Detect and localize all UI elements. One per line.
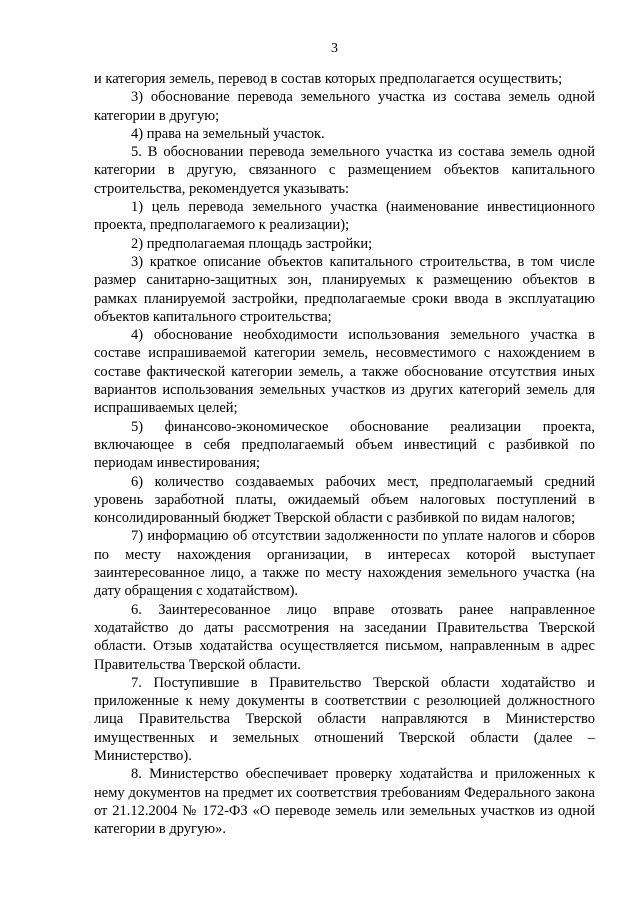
paragraph-clause-7: 7. Поступившие в Правительство Тверской области ходатайство и приложенные к нему документы в соответствии с резолюцией должностного лица Правительства Тверской области направляются в Министерство имущественных и земельных отношений Тверской области (далее – Министерство).	[94, 674, 595, 764]
paragraph-item-3-justification: 3) обоснование перевода земельного участка из состава земель одной категории в другую;	[94, 89, 595, 124]
paragraph-clause-5-item-4: 4) обоснование необходимости использования земельного участка в составе испрашиваемой категории земель, несовместимого с нахождением в составе фактической категории земель, а также обоснование отсутствия иных вариантов использования земельных участков из других категорий земель для испрашиваемых целей;	[94, 327, 595, 417]
paragraph-clause-5: 5. В обосновании перевода земельного участка из состава земель одной категории в другую, связанного с размещением объектов капитального строительства, рекомендуется указывать:	[94, 144, 595, 197]
paragraph-clause-5-item-1: 1) цель перевода земельного участка (наименование инвестиционного проекта, предполагаемого к реализации);	[94, 199, 595, 234]
paragraph-continuation: и категория земель, перевод в состав которых предполагается осуществить;	[94, 71, 563, 87]
paragraph-clause-6: 6. Заинтересованное лицо вправе отозвать ранее направленное ходатайство до даты рассмотрения на заседании Правительства Тверской области. Отзыв ходатайства осуществляется письмом, направленным в адрес Правительства Тверской области.	[94, 601, 595, 673]
paragraph-clause-5-item-3: 3) краткое описание объектов капитального строительства, в том числе размер санитарно-защитных зон, планируемых к размещению объектов в рамках планируемой застройки, предполагаемые сроки ввода в эксплуатацию объектов капитального строительства;	[94, 253, 595, 325]
paragraph-clause-5-item-6: 6) количество создаваемых рабочих мест, предполагаемый средний уровень заработной платы, ожидаемый объем налоговых поступлений в консолидированный бюджет Тверской области с разбивкой по видам налогов;	[94, 473, 595, 527]
page-number: 3	[331, 41, 338, 56]
paragraph-item-4-rights: 4) права на земельный участок.	[131, 125, 325, 142]
paragraph-clause-8: 8. Министерство обеспечивает проверку ходатайства и приложенных к нему документов на предмет их соответствия требованиям Федерального закона от 21.12.2004 № 172-ФЗ «О переводе земель или земельных участков из одной категории в другую».	[94, 766, 595, 838]
paragraph-clause-5-item-2: 2) предполагаемая площадь застройки;	[131, 235, 373, 252]
paragraph-clause-5-item-5: 5) финансово-экономическое обоснование реализации проекта, включающее в себя предполагаемый объем инвестиций с разбивкой по периодам инвестирования;	[94, 418, 595, 472]
paragraph-clause-5-item-7: 7) информацию об отсутствии задолженности по уплате налогов и сборов по месту нахождения организации, в интересах которой выступает заинтересованное лицо, а также по месту нахождения земельного участка (на дату обращения с ходатайством).	[94, 528, 595, 600]
